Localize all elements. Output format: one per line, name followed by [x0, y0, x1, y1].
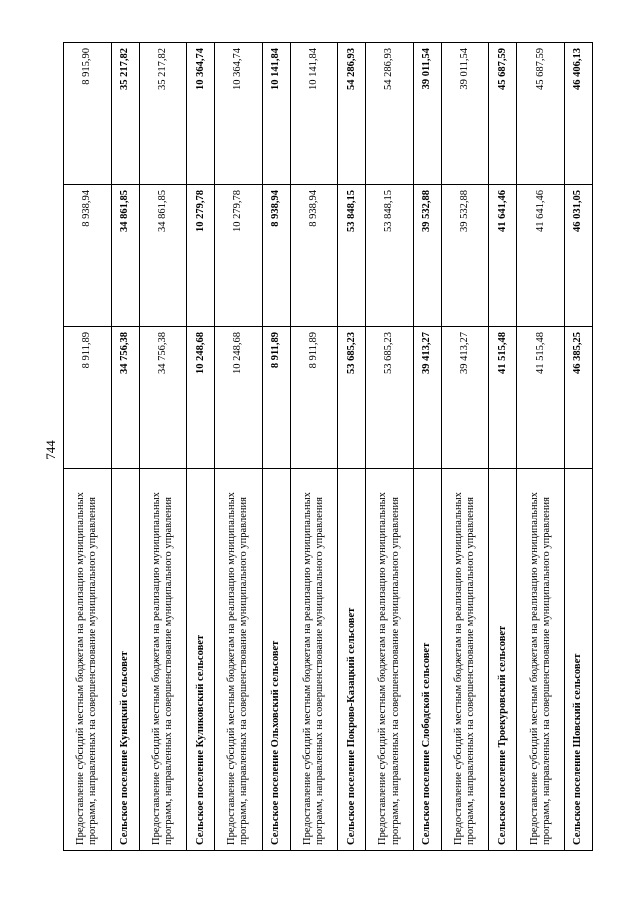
value-cell-1: 53 685,23 [366, 327, 414, 469]
value-cell-3: 10 141,84 [290, 43, 338, 185]
value-cell-1: 39 413,27 [413, 327, 441, 469]
value-cell-2: 53 848,15 [366, 185, 414, 327]
value-cell-2: 34 861,85 [111, 185, 139, 327]
value-cell-3: 46 406,13 [564, 43, 592, 185]
row-name-cell: Предоставление субсидий местным бюджетам на реализацию муниципальных программ, направленных на совершенствование муниципального управления [139, 469, 187, 851]
table-row [366, 43, 414, 851]
value-cell-2: 39 532,88 [441, 185, 489, 327]
value-cell-1: 34 756,38 [111, 327, 139, 469]
table-row [187, 43, 215, 851]
row-name-cell: Предоставление субсидий местным бюджетам на реализацию муниципальных программ, направленных на совершенствование муниципального управления [64, 469, 112, 851]
value-cell-2: 10 279,78 [187, 185, 215, 327]
value-cell-2: 39 532,88 [413, 185, 441, 327]
table-row [413, 43, 441, 851]
value-cell-3: 39 011,54 [441, 43, 489, 185]
table-row [64, 43, 112, 851]
row-name-cell: Сельское поселение Кунецкий сельсовет [111, 469, 139, 851]
rotated-table-container [63, 43, 593, 851]
row-name-cell: Предоставление субсидий местным бюджетам на реализацию муниципальных программ, направленных на совершенствование муниципального управления [366, 469, 414, 851]
value-cell-2: 8 938,94 [64, 185, 112, 327]
value-cell-1: 10 248,68 [187, 327, 215, 469]
value-cell-2: 8 938,94 [290, 185, 338, 327]
value-cell-3: 8 915,90 [64, 43, 112, 185]
value-cell-3: 54 286,93 [338, 43, 366, 185]
table-row [139, 43, 187, 851]
page-number: 744 [43, 440, 58, 460]
budget-table-body [64, 43, 593, 851]
table-row [564, 43, 592, 851]
value-cell-3: 45 687,59 [489, 43, 517, 185]
row-name-cell: Сельское поселение Троекуровский сельсовет [489, 469, 517, 851]
value-cell-1: 41 515,48 [517, 327, 565, 469]
value-cell-1: 39 413,27 [441, 327, 489, 469]
value-cell-1: 46 385,25 [564, 327, 592, 469]
value-cell-2: 41 641,46 [517, 185, 565, 327]
value-cell-3: 39 011,54 [413, 43, 441, 185]
value-cell-3: 54 286,93 [366, 43, 414, 185]
value-cell-3: 10 364,74 [187, 43, 215, 185]
row-name-cell: Предоставление субсидий местным бюджетам на реализацию муниципальных программ, направленных на совершенствование муниципального управления [441, 469, 489, 851]
value-cell-1: 8 911,89 [64, 327, 112, 469]
value-cell-1: 10 248,68 [215, 327, 263, 469]
row-name-cell: Сельское поселение Слободской сельсовет [413, 469, 441, 851]
table-row [441, 43, 489, 851]
table-row [111, 43, 139, 851]
value-cell-1: 8 911,89 [262, 327, 290, 469]
row-name-cell: Сельское поселение Шовский сельсовет [564, 469, 592, 851]
budget-table [63, 42, 593, 851]
value-cell-2: 10 279,78 [215, 185, 263, 327]
table-row [262, 43, 290, 851]
row-name-cell: Предоставление субсидий местным бюджетам на реализацию муниципальных программ, направленных на совершенствование муниципального управления [290, 469, 338, 851]
value-cell-2: 34 861,85 [139, 185, 187, 327]
table-row [338, 43, 366, 851]
value-cell-2: 46 031,05 [564, 185, 592, 327]
value-cell-2: 41 641,46 [489, 185, 517, 327]
value-cell-1: 41 515,48 [489, 327, 517, 469]
table-row [215, 43, 263, 851]
value-cell-3: 10 364,74 [215, 43, 263, 185]
value-cell-1: 34 756,38 [139, 327, 187, 469]
value-cell-3: 35 217,82 [139, 43, 187, 185]
value-cell-3: 45 687,59 [517, 43, 565, 185]
row-name-cell: Сельское поселение Ольховский сельсовет [262, 469, 290, 851]
row-name-cell: Предоставление субсидий местным бюджетам на реализацию муниципальных программ, направленных на совершенствование муниципального управления [517, 469, 565, 851]
table-row [290, 43, 338, 851]
table-row [517, 43, 565, 851]
table-row [489, 43, 517, 851]
value-cell-2: 53 848,15 [338, 185, 366, 327]
value-cell-1: 53 685,23 [338, 327, 366, 469]
row-name-cell: Сельское поселение Покрово-Казацкий сельсовет [338, 469, 366, 851]
value-cell-3: 35 217,82 [111, 43, 139, 185]
row-name-cell: Сельское поселение Куликовский сельсовет [187, 469, 215, 851]
value-cell-1: 8 911,89 [290, 327, 338, 469]
row-name-cell: Предоставление субсидий местным бюджетам на реализацию муниципальных программ, направленных на совершенствование муниципального управления [215, 469, 263, 851]
value-cell-3: 10 141,84 [262, 43, 290, 185]
value-cell-2: 8 938,94 [262, 185, 290, 327]
